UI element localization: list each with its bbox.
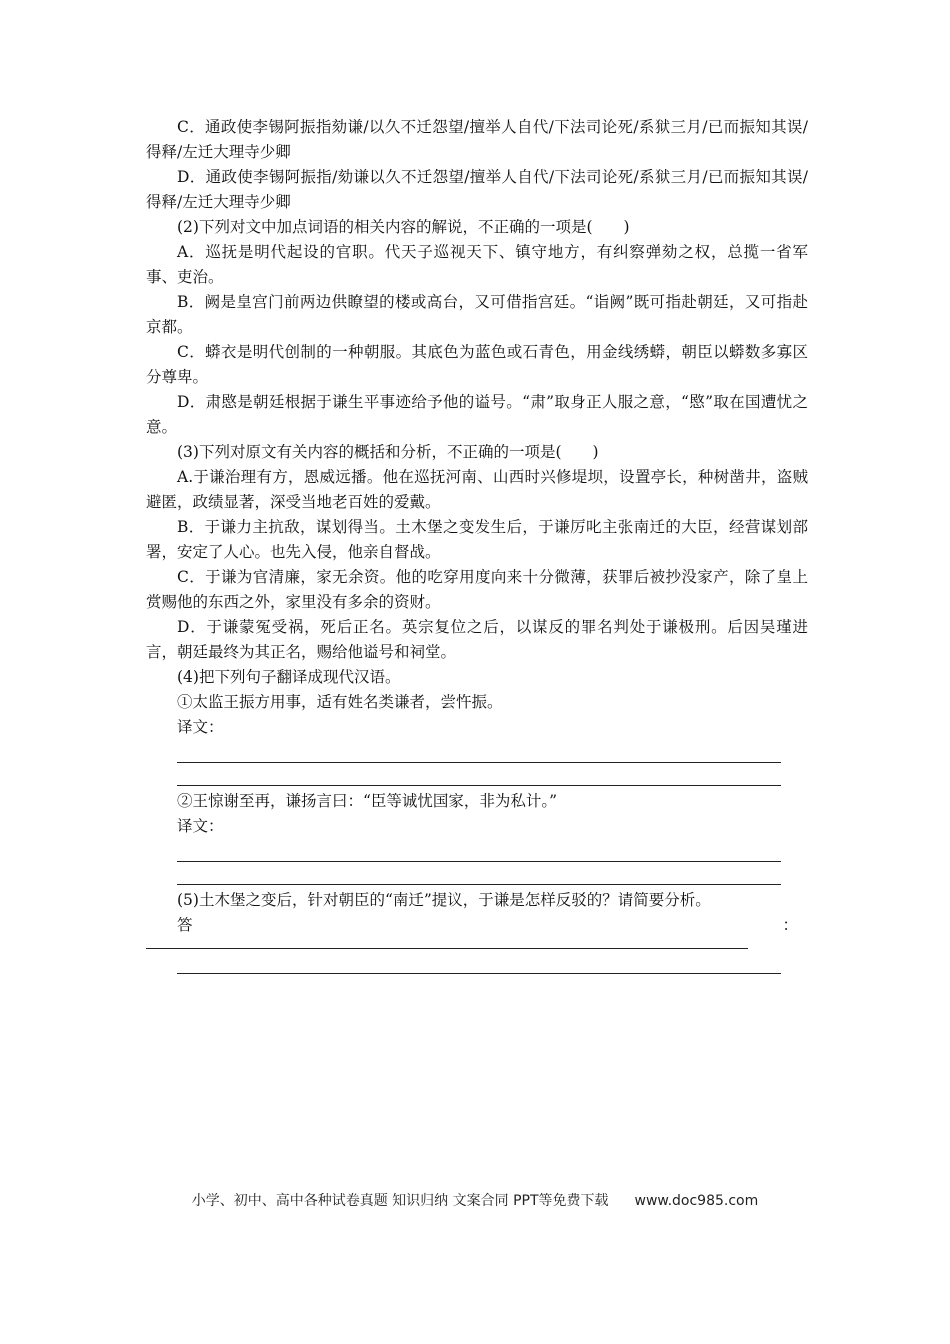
q4-translation-label-2: 译文：	[177, 817, 224, 835]
q4-sentence-1: ①太监王振方用事，适有姓名类谦者，尝忤振。	[177, 693, 503, 711]
q2-option-d: D．肃愍是朝廷根据于谦生平事迹给予他的谥号。“肃”取身正人服之意，“愍”取在国遭忧之意。	[146, 393, 808, 436]
footer-text: 小学、初中、高中各种试卷真题 知识归纳 文案合同 PPT等免费下载	[191, 1193, 609, 1209]
exam-content	[146, 115, 808, 974]
q3-option-c: C．于谦为官清廉，家无余资。他的吃穿用度向来十分微薄，获罪后被抄没家产，除了皇上赏赐他的东西之外，家里没有多余的资财。	[146, 568, 808, 611]
answer-line[interactable]	[177, 862, 781, 885]
answer-line[interactable]	[177, 740, 781, 763]
answer-line[interactable]	[177, 839, 781, 862]
page-footer	[0, 1190, 950, 1210]
q1-option-c: C．通政使李锡阿振指劾谦/以久不迁怨望/擅举人自代/下法司论死/系狱三月/已而振知其误/得释/左迁大理寺少卿	[146, 118, 808, 161]
q2-option-a: A．巡抚是明代起设的官职。代天子巡视天下、镇守地方，有纠察弹劾之权，总揽一省军事、吏治。	[146, 243, 808, 286]
footer-url[interactable]: www.doc985.com	[634, 1193, 759, 1209]
q1-option-d: D．通政使李锡阿振指/劾谦以久不迁怨望/擅举人自代/下法司论死/系狱三月/已而振知其误/得释/左迁大理寺少卿	[146, 168, 808, 211]
q2-option-b: B．阙是皇宫门前两边供瞭望的楼或高台，又可借指宫廷。“诣阙”既可指赴朝廷，又可指赴京都。	[146, 293, 808, 336]
q3-option-a: A.于谦治理有方，恩威远播。他在巡抚河南、山西时兴修堤坝，设置亭长，种树凿井，盗贼避匿，政绩显著，深受当地老百姓的爱戴。	[146, 468, 808, 511]
q3-stem: (3)下列对原文有关内容的概括和分析，不正确的一项是( )	[177, 443, 599, 461]
answer-label: 答	[177, 916, 193, 934]
q5-answer-row	[146, 913, 808, 938]
answer-colon: ：	[782, 916, 798, 934]
answer-line[interactable]	[146, 938, 748, 949]
q3-option-d: D．于谦蒙冤受祸，死后正名。英宗复位之后，以谋反的罪名判处于谦极刑。后因吴瑾进言，朝廷最终为其正名，赐给他谥号和祠堂。	[146, 618, 808, 661]
q5-stem: (5)土木堡之变后，针对朝臣的“南迁”提议，于谦是怎样反驳的？请简要分析。	[177, 891, 711, 909]
q4-sentence-2: ②王惊谢至再，谦扬言曰：“臣等诚忧国家，非为私计。”	[177, 792, 558, 810]
answer-line[interactable]	[177, 763, 781, 786]
q2-stem: (2)下列对文中加点词语的相关内容的解说，不正确的一项是( )	[177, 218, 630, 236]
q4-translation-label-1: 译文：	[177, 718, 224, 736]
q2-option-c: C．蟒衣是明代创制的一种朝服。其底色为蓝色或石青色，用金线绣蟒，朝臣以蟒数多寡区分尊卑。	[146, 343, 808, 386]
answer-line[interactable]	[177, 949, 781, 974]
q4-stem: (4)把下列句子翻译成现代汉语。	[177, 668, 401, 686]
q3-option-b: B．于谦力主抗敌，谋划得当。土木堡之变发生后，于谦厉叱主张南迁的大臣，经营谋划部署，安定了人心。也先入侵，他亲自督战。	[146, 518, 808, 561]
